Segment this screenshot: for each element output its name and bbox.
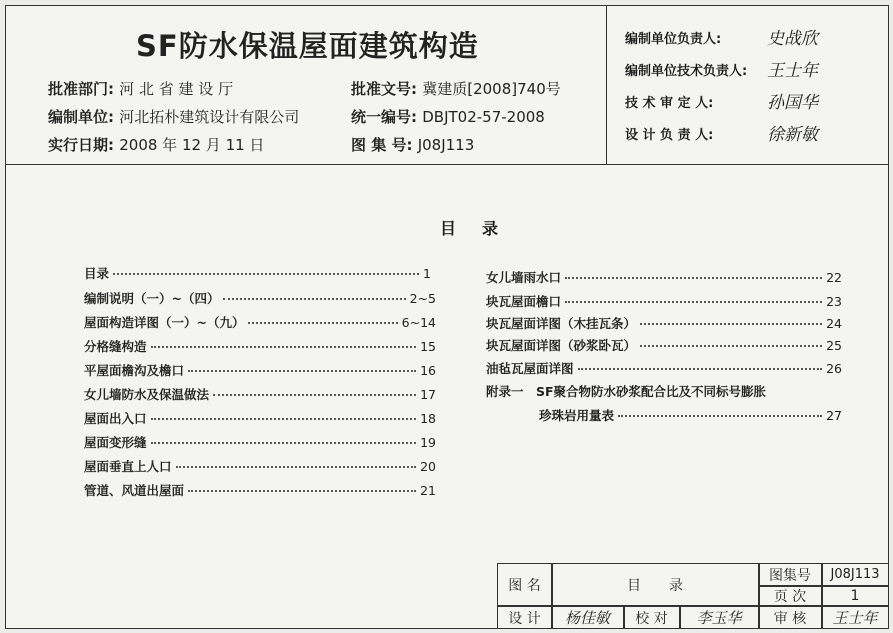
resp-design-head-signature: 徐新敏 [767,125,818,145]
resp-tech-review-label: 技 术 审 定 人: [625,96,714,111]
toc-entry[interactable]: 块瓦屋面详图（木挂瓦条） 24 [486,316,842,331]
effective-date-label: 实行日期: [48,136,114,154]
unified-no [351,106,545,127]
document-title: SF防水保温屋面建筑构造 [136,29,479,63]
resp-unit-head-label: 编制单位负责人: [625,32,722,47]
toc-entry-appendix-cont[interactable]: 珍珠岩用量表 27 [539,408,842,423]
designer-signature: 杨佳敏 [564,609,610,627]
resp-tech-head-label: 编制单位技术负责人: [625,64,748,79]
title-block [497,563,888,629]
toc-entry[interactable]: 屋面变形缝 19 [84,435,436,450]
compile-unit-label: 编制单位: [48,108,114,126]
atlas-no-label: 图集号 [769,567,811,584]
toc-entry[interactable]: 编制说明（一）~（四） 2~5 [84,291,436,306]
approval-no [351,78,561,99]
toc-entry[interactable]: 分格缝构造 15 [84,339,436,354]
toc-entry[interactable]: 块瓦屋面详图（砂浆卧瓦） 25 [486,338,842,353]
unified-no-value: DBJT02-57-2008 [422,108,545,126]
toc-entry[interactable]: 女儿墙防水及保温做法 17 [84,387,436,402]
check-label: 校 对 [635,610,668,627]
resp-tech-head-signature: 王士年 [767,61,818,81]
atlas-no: J08J113 [830,567,880,582]
resp-design-head-label: 设 计 负 责 人: [625,128,714,143]
checker-signature: 李玉华 [696,609,742,627]
drawing-name-label: 图 名 [508,577,541,594]
toc-entry[interactable]: 目录 1 [84,266,431,281]
toc-entry[interactable]: 屋面垂直上人口 20 [84,459,436,474]
approval-dept-label: 批准部门: [48,80,114,98]
atlas-no-value: J08J113 [417,136,475,154]
toc-entry[interactable]: 女儿墙雨水口 22 [486,270,842,285]
toc-entry[interactable]: 油毡瓦屋面详图 26 [486,361,842,376]
approval-no-value: 冀建质[2008]740号 [422,80,561,98]
responsibility-panel [606,6,889,164]
approval-no-label: 批准文号: [351,80,417,98]
compile-unit [48,106,299,127]
atlas-no [351,134,474,155]
drawing-sheet [5,5,889,629]
header-block [6,6,888,165]
atlas-no-label: 图 集 号: [351,136,413,154]
toc-entry[interactable]: 管道、风道出屋面 21 [84,483,436,498]
toc-entry[interactable]: 块瓦屋面檐口 23 [486,294,842,309]
toc-entry[interactable]: 屋面出入口 18 [84,411,436,426]
review-label: 审 核 [773,610,807,627]
effective-date [48,134,264,155]
unified-no-label: 统一编号: [351,108,417,126]
toc-entry-appendix[interactable]: 附录一 SF聚合物防水砂浆配合比及不同标号膨胀 [486,384,767,399]
page-number: 1 [850,587,860,604]
resp-unit-head-signature: 史战欣 [767,29,818,49]
toc-entry[interactable]: 平屋面檐沟及檐口 16 [84,363,436,378]
approval-dept-value: 河 北 省 建 设 厅 [119,80,234,98]
reviewer-signature: 王士年 [832,609,878,627]
effective-date-value: 2008 年 12 月 11 日 [119,136,265,154]
design-label: 设 计 [508,610,541,627]
drawing-name: 目 录 [627,577,683,594]
compile-unit-value: 河北拓朴建筑设计有限公司 [119,108,300,126]
toc-title: 目录 [440,219,525,238]
toc-entry[interactable]: 屋面构造详图（一）~（九） 6~14 [84,315,436,330]
page-label: 页 次 [773,588,807,605]
resp-tech-review-signature: 孙国华 [767,93,818,113]
approval-dept [48,78,233,99]
